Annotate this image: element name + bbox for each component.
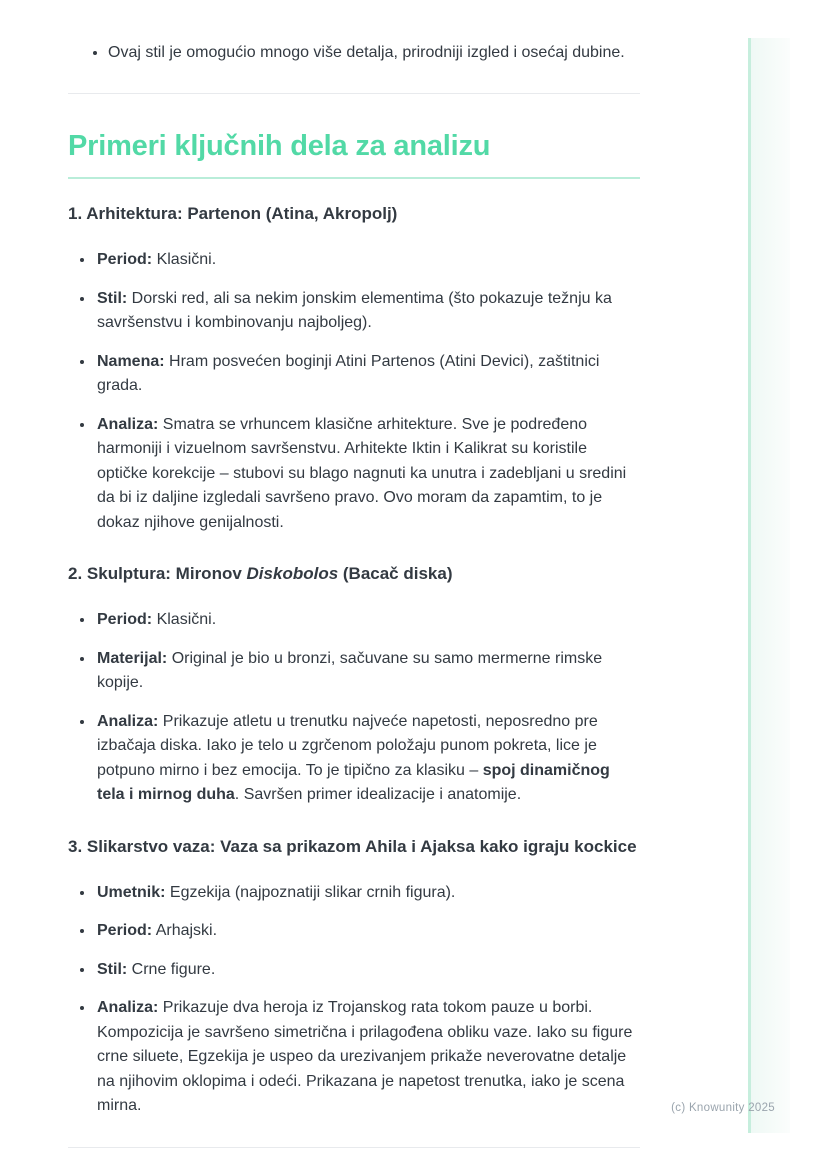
list-item bbox=[95, 709, 640, 808]
section-heading-vase-painting: 3. Slikarstvo vaza: Vaza sa prikazom Ahila i Ajaksa kako igraju kockice bbox=[68, 836, 637, 856]
list-item bbox=[108, 38, 640, 68]
item-label: Materijal: bbox=[97, 649, 168, 667]
item-label: Analiza: bbox=[97, 415, 159, 433]
item-text: Smatra se vrhuncem klasične arhitekture. Sve je podređeno harmoniji i vizuelnom savršenstvu. Arhitekte Iktin i Kalikrat su koristile optičke korekcije – stubovi su blago nagnuti ka unutra i zadebljani u sredini da bi iz daljine izgledali savršeno pravo. Ovo moram da zapamtim, to je dokaz njihove genijalnosti. bbox=[97, 415, 627, 531]
section-heading-architecture: 1. Arhitektura: Partenon (Atina, Akropolj) bbox=[68, 204, 398, 224]
list-item bbox=[95, 957, 640, 983]
intro-bullet-text: Ovaj stil je omogućio mnogo više detalja, prirodniji izgled i osećaj dubine. bbox=[108, 44, 625, 61]
section-list-sculpture bbox=[68, 607, 640, 808]
copyright-notice: (c) Knowunity 2025 bbox=[671, 1102, 775, 1114]
footer-divider bbox=[68, 1147, 640, 1148]
item-text: Klasični. bbox=[156, 251, 217, 269]
intro-bullet-list bbox=[68, 38, 640, 68]
item-label: Period: bbox=[97, 922, 153, 940]
divider bbox=[68, 93, 640, 94]
item-text: Prikazuje dva heroja iz Trojanskog rata tokom pauze u borbi. Kompozicija je savršeno simetrična i prilagođena obliku vaze. Iako su figure crne siluete, Egzekija je uspeo da urezivanjem prikaže neverovatne detalje na njihovim oklopima i odeći. Prikazana je napetost trenutka, iako je scena mirna. bbox=[97, 999, 633, 1115]
item-label: Stil: bbox=[97, 289, 128, 307]
list-item bbox=[95, 880, 640, 906]
item-label: Analiza: bbox=[97, 712, 159, 730]
list-item bbox=[95, 247, 640, 273]
section-list-architecture bbox=[68, 247, 640, 535]
document-content bbox=[68, 0, 640, 1148]
item-text: Egzekija (najpoznatiji slikar crnih figura). bbox=[169, 883, 456, 901]
item-text: Crne figure. bbox=[131, 960, 216, 978]
list-item bbox=[95, 607, 640, 633]
page-title: Primeri ključnih dela za analizu bbox=[68, 130, 640, 179]
list-item bbox=[95, 995, 640, 1119]
section-list-vase-painting bbox=[68, 880, 640, 1119]
work-title-italic: Diskobolos bbox=[246, 564, 339, 584]
item-emphasis: spoj dinamičnog tela i mirnog duha bbox=[97, 761, 610, 804]
item-label: Stil: bbox=[97, 960, 128, 978]
list-item bbox=[95, 918, 640, 944]
item-text: Original je bio u bronzi, sačuvane su samo mermerne rimske kopije. bbox=[97, 649, 603, 692]
item-label: Period: bbox=[97, 251, 153, 269]
item-label: Period: bbox=[97, 611, 153, 629]
page-edge-strip bbox=[748, 38, 790, 1133]
heading-text: (Bacač diska) bbox=[338, 564, 453, 584]
list-item bbox=[95, 286, 640, 336]
item-label: Umetnik: bbox=[97, 883, 166, 901]
section-heading-sculpture bbox=[68, 563, 640, 586]
item-label: Namena: bbox=[97, 352, 165, 370]
item-text: Hram posvećen boginji Atini Partenos (Atini Devici), zaštitnici grada. bbox=[97, 352, 600, 395]
item-text: Prikazuje atletu u trenutku najveće napetosti, neposredno pre izbačaja diska. Iako je telo u zgrčenom položaju punom pokreta, lice je potpuno mirno i bez emocija. To je tipično za klasiku – bbox=[97, 712, 598, 779]
item-text: . Savršen primer idealizacije i anatomije. bbox=[234, 786, 522, 804]
item-text: Arhajski. bbox=[155, 922, 218, 940]
item-text: Klasični. bbox=[156, 611, 217, 629]
list-item bbox=[95, 349, 640, 399]
item-text: Dorski red, ali sa nekim jonskim elementima (što pokazuje težnju ka savršenstvu i kombinovanju najboljeg). bbox=[97, 289, 612, 332]
heading-text: 2. Skulptura: Mironov bbox=[68, 564, 247, 584]
item-label: Analiza: bbox=[97, 999, 159, 1017]
list-item bbox=[95, 646, 640, 696]
list-item bbox=[95, 412, 640, 536]
